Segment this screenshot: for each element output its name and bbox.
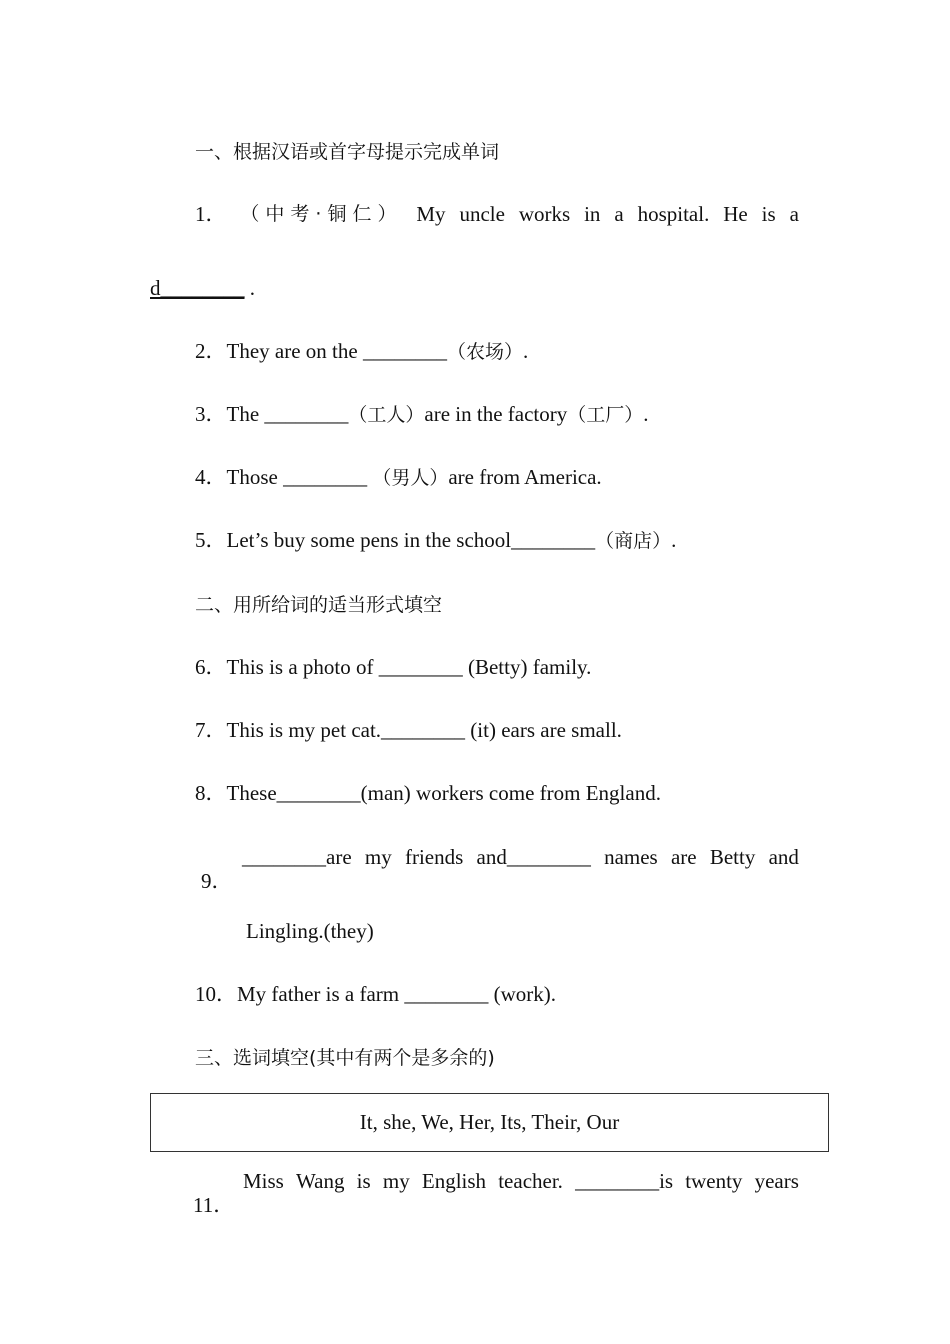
q4-number: 4． xyxy=(195,465,227,489)
q4-text: Those ________ xyxy=(226,465,373,489)
q6-text: This is a photo of ________ (Betty) family. xyxy=(226,655,592,679)
word-choice-box xyxy=(150,1093,829,1152)
q1-word: a xyxy=(789,202,799,226)
q5-number: 5． xyxy=(195,528,227,552)
q9-word: are xyxy=(670,845,697,869)
question-1-line-1 xyxy=(195,202,799,226)
q9-word: friends xyxy=(404,845,464,869)
question-2 xyxy=(195,339,528,364)
q2-end: . xyxy=(522,339,529,363)
q9-word: names xyxy=(604,845,658,869)
section-2-heading: 二、用所给词的适当形式填空 xyxy=(195,594,443,616)
q3-hint-2: （工厂） xyxy=(567,404,644,426)
question-1-source: （中考·铜仁） xyxy=(240,203,403,225)
q11-word: years xyxy=(754,1169,799,1193)
q7-number: 7． xyxy=(195,718,227,742)
q1-word: is xyxy=(761,202,776,226)
q5-end: . xyxy=(671,528,677,552)
answer-blank-d[interactable]: d________ xyxy=(150,276,245,300)
q5-hint: （商店） xyxy=(595,530,672,552)
q6-number: 6． xyxy=(195,655,227,679)
q5-text: Let’s buy some pens in the school________ xyxy=(226,528,596,552)
question-9-line-1 xyxy=(201,845,799,917)
q9-word: Betty xyxy=(709,845,756,869)
q1-word: My xyxy=(416,202,446,226)
q8-number: 8． xyxy=(195,781,227,805)
q1-word: He xyxy=(723,202,748,226)
q10-number: 10． xyxy=(195,982,237,1006)
q1-word: in xyxy=(584,202,601,226)
q2-hint: （农场） xyxy=(446,341,523,363)
q9-words xyxy=(242,845,799,869)
q1-word: works xyxy=(518,202,571,226)
section-1-heading: 一、根据汉语或首字母提示完成单词 xyxy=(195,141,500,163)
q11-word: ________is xyxy=(575,1169,674,1193)
q4-hint: （男人） xyxy=(372,467,449,489)
q11-number: 11． xyxy=(193,1193,235,1217)
q11-word: Miss xyxy=(243,1169,284,1193)
q3-end: . xyxy=(643,402,649,426)
q11-word: teacher. xyxy=(498,1169,563,1193)
question-6 xyxy=(195,655,591,679)
q11-word: English xyxy=(421,1169,487,1193)
q3-text: The ________ xyxy=(226,402,349,426)
q10-text: My father is a farm ________ (work). xyxy=(237,982,556,1006)
question-7 xyxy=(195,718,622,742)
q3-mid: are in the factory xyxy=(424,402,568,426)
q3-number: 3． xyxy=(195,402,227,426)
q11-word: my xyxy=(382,1169,410,1193)
q11-word: Wang xyxy=(296,1169,345,1193)
q1-word: hospital. xyxy=(637,202,710,226)
q2-number: 2． xyxy=(195,339,227,363)
question-1-line-2 xyxy=(150,276,255,300)
q8-text: These________(man) workers come from England. xyxy=(226,781,661,805)
q1-word: a xyxy=(614,202,624,226)
q9-word: and xyxy=(768,845,799,869)
q11-word: is xyxy=(356,1169,371,1193)
q11-word: twenty xyxy=(685,1169,743,1193)
question-3 xyxy=(195,402,649,427)
q9-word: my xyxy=(364,845,392,869)
q1-end: . xyxy=(244,276,255,300)
q7-text: This is my pet cat.________ (it) ears are small. xyxy=(226,718,622,742)
q1-word: uncle xyxy=(459,202,505,226)
question-11-line-1 xyxy=(193,1169,799,1241)
q2-text: They are on the ________ xyxy=(226,339,447,363)
section-3-heading: 三、选词填空(其中有两个是多余的) xyxy=(195,1047,495,1069)
q11-words xyxy=(243,1169,799,1193)
question-8 xyxy=(195,781,661,805)
question-4 xyxy=(195,465,602,490)
question-10 xyxy=(195,982,556,1006)
q4-end: are from America. xyxy=(448,465,602,489)
question-1-number: 1． xyxy=(195,202,227,226)
question-9-line-2: Lingling.(they) xyxy=(246,919,374,943)
q9-word: ________are xyxy=(242,845,352,869)
q3-hint: （工人） xyxy=(348,404,425,426)
q9-word: and________ xyxy=(476,845,591,869)
word-choice-list: It, she, We, Her, Its, Their, Our xyxy=(359,1110,620,1134)
question-5 xyxy=(195,528,676,553)
q9-number: 9． xyxy=(201,869,233,893)
